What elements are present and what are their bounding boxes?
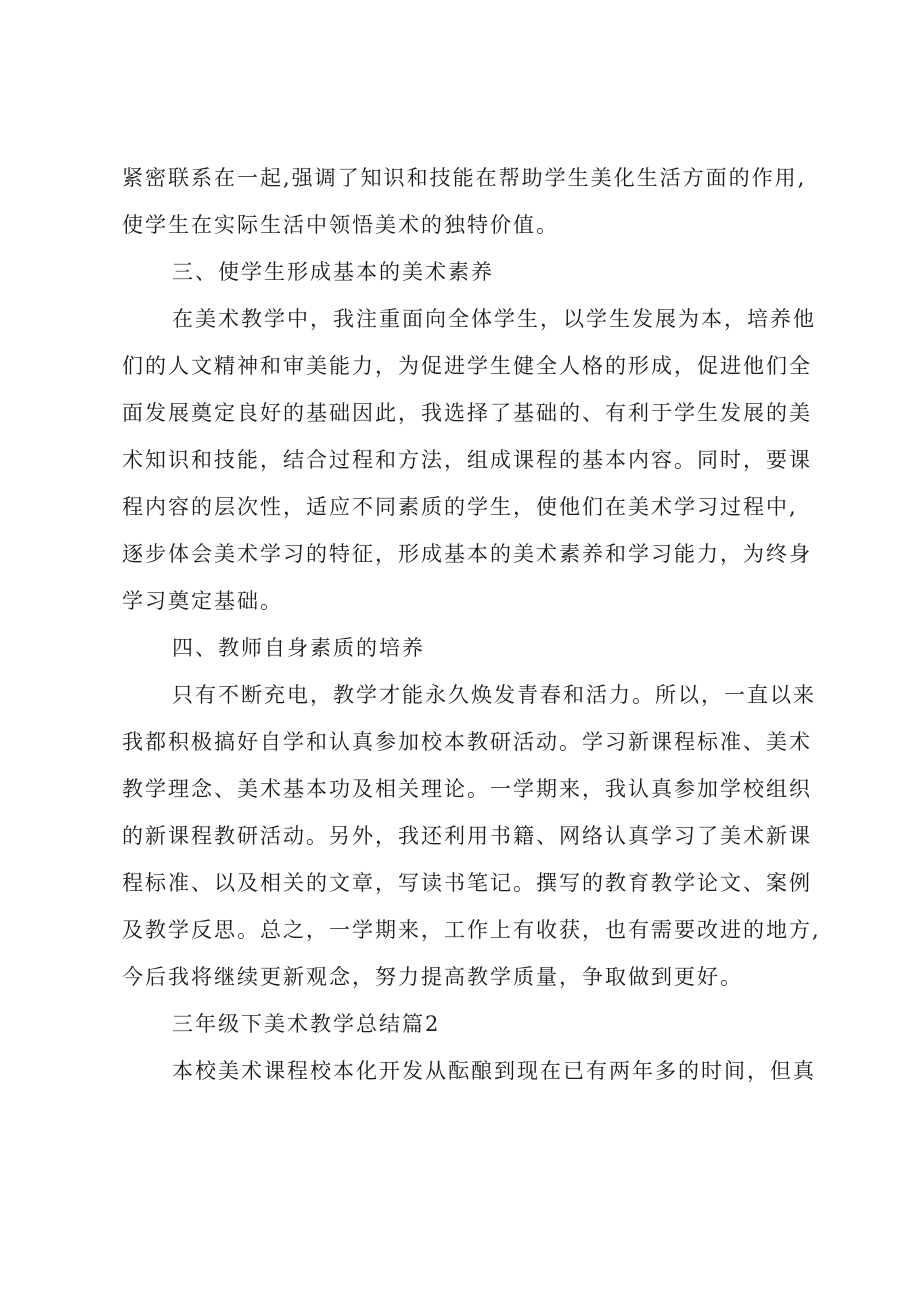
body-text-line: 教学理念、美术基本功及相关理论。一学期来，我认真参加学校组织 xyxy=(122,777,812,801)
body-text-line: 使学生在实际生活中领悟美术的独特价值。 xyxy=(122,213,559,237)
paragraph-first-line: 在美术教学中，我注重面向全体学生，以学生发展为本，培养他 xyxy=(172,307,816,331)
body-text-line: 今后我将继续更新观念，努力提高教学质量，争取做到更好。 xyxy=(122,965,743,989)
paragraph-first-line: 只有不断充电，教学才能永久焕发青春和活力。所以，一直以来 xyxy=(172,683,816,707)
section-heading: 三、使学生形成基本的美术素养 xyxy=(172,260,494,284)
body-text-line: 的新课程教研活动。另外，我还利用书籍、网络认真学习了美术新课 xyxy=(122,824,812,848)
body-text-line: 面发展奠定良好的基础因此，我选择了基础的、有利于学生发展的美 xyxy=(122,401,812,425)
body-text-line: 逐步体会美术学习的特征，形成基本的美术素养和学习能力，为终身 xyxy=(122,542,812,566)
paragraph-first-line: 本校美术课程校本化开发从酝酿到现在已有两年多的时间，但真 xyxy=(172,1059,816,1083)
body-text-line: 及教学反思。总之，一学期来，工作上有收获，也有需要改进的地方, xyxy=(122,918,821,942)
body-text-line: 学习奠定基础。 xyxy=(122,589,283,613)
body-text-line: 们的人文精神和审美能力，为促进学生健全人格的形成，促进他们全 xyxy=(122,354,812,378)
body-text-line: 程内容的层次性，适应不同素质的学生，使他们在美术学习过程中, xyxy=(122,495,798,519)
body-text-line: 程标准、以及相关的文章，写读书笔记。撰写的教育教学论文、案例 xyxy=(122,871,812,895)
article-title: 三年级下美术教学总结篇2 xyxy=(172,1012,441,1036)
section-heading: 四、教师自身素质的培养 xyxy=(172,636,425,660)
document-body xyxy=(122,155,822,1095)
body-text-line: 我都积极搞好自学和认真参加校本教研活动。学习新课程标准、美术 xyxy=(122,730,812,754)
body-text-line: 术知识和技能，结合过程和方法，组成课程的基本内容。同时，要课 xyxy=(122,448,812,472)
body-text-line: 紧密联系在一起,强调了知识和技能在帮助学生美化生活方面的作用, xyxy=(122,166,807,190)
